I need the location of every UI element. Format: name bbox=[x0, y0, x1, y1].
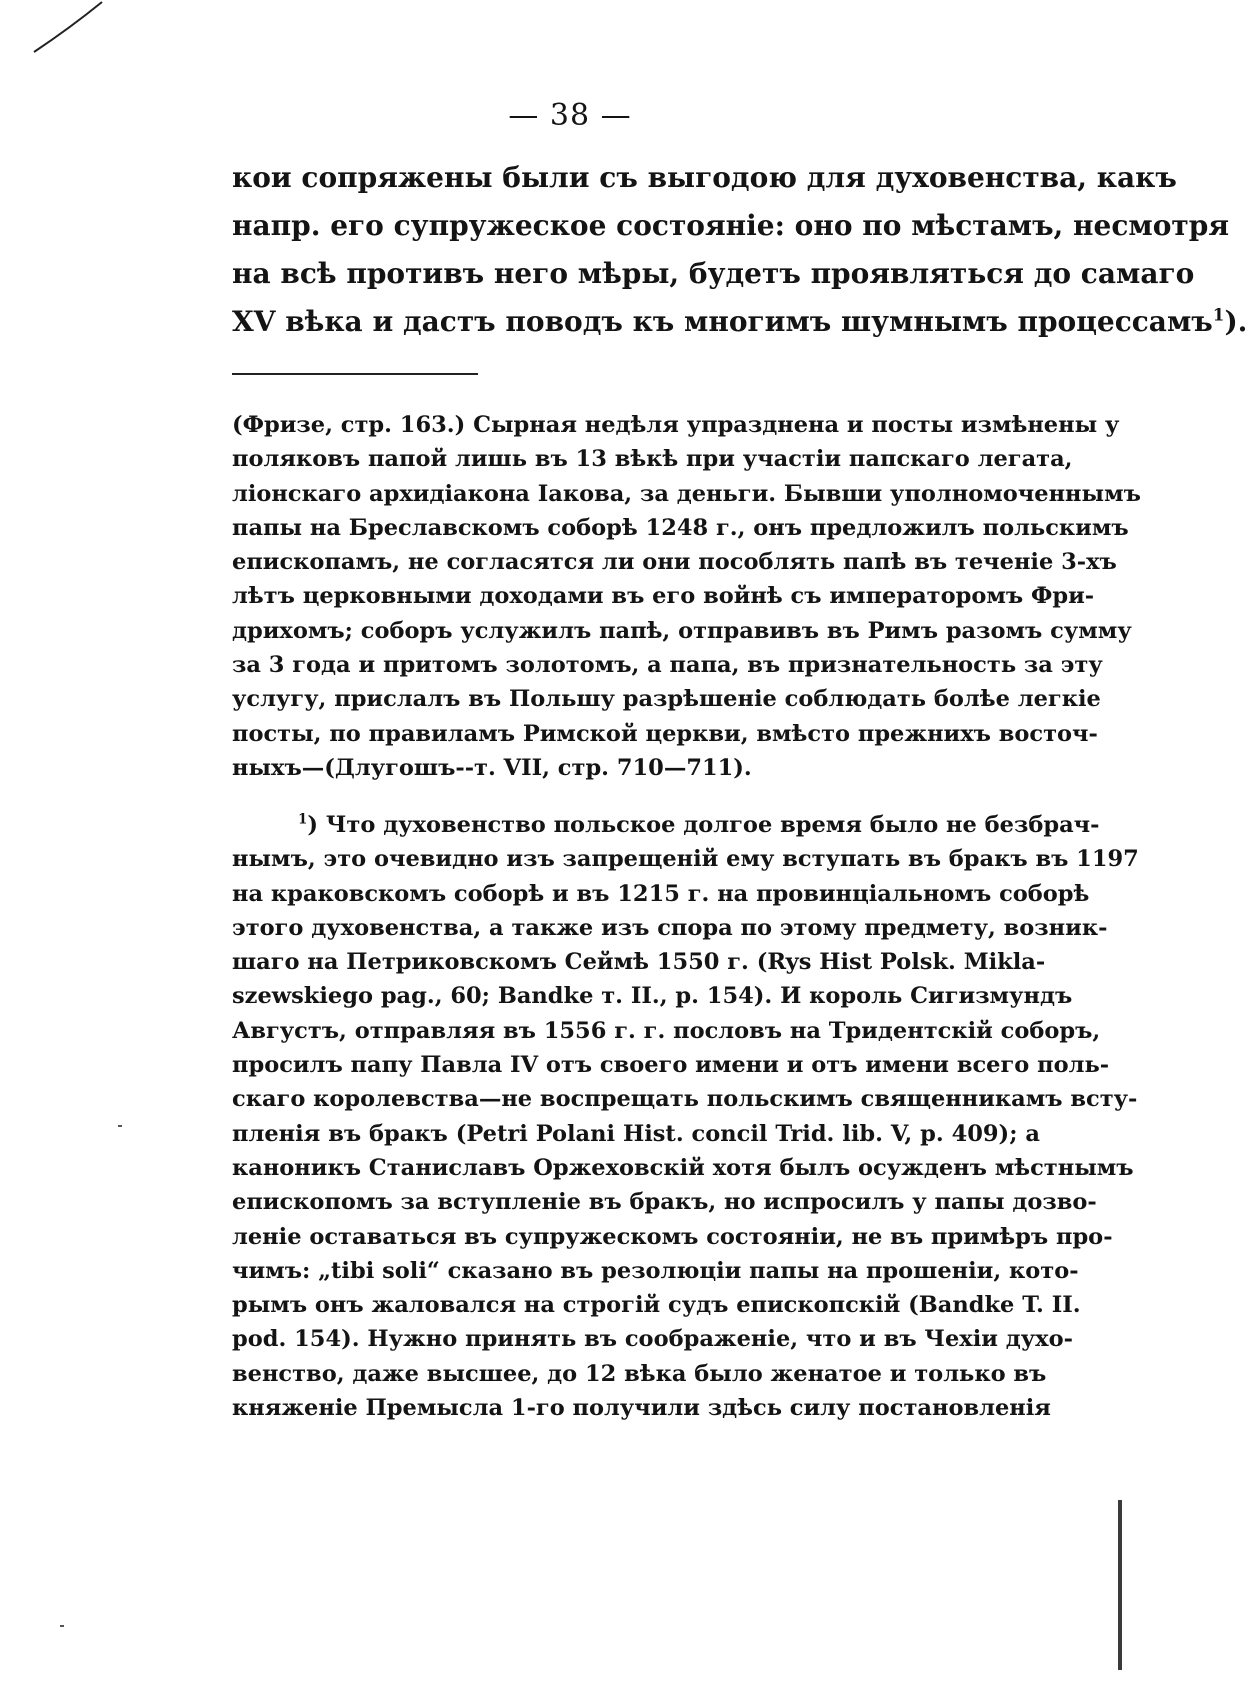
footnote-marker: 1 bbox=[298, 811, 308, 828]
footnote-line: поляковъ папой лишь въ 13 вѣкѣ при участiи папскаго легата, bbox=[232, 446, 1073, 473]
main-line-last bbox=[232, 298, 1247, 346]
footnote-text: ) Что духовенство польское долгое время было не безбрач- bbox=[307, 812, 1100, 838]
footnote-line: рымъ онъ жаловался на строгiй судъ епископскiй (Bandke T. II. bbox=[232, 1292, 1081, 1319]
footnote-line: ныхъ—(Длугошъ--т. VII, стр. 710—711). bbox=[232, 754, 752, 781]
footnote-line: ленiе оставаться въ супружескомъ состоянiи, не въ примѣръ про- bbox=[232, 1223, 1113, 1250]
continued-footnote bbox=[232, 408, 1141, 785]
footnote-line: нымъ, это очевидно изъ запрещенiй ему вступать въ бракъ въ 1197 bbox=[232, 846, 1139, 873]
scan-speck bbox=[118, 1125, 122, 1127]
footnote-line: чимъ: „tibi soli“ сказано въ резолюцiи папы на прошенiи, кото- bbox=[232, 1257, 1079, 1284]
footnote-line: (Фризе, стр. 163.) Сырная недѣля упразднена и посты измѣнены у bbox=[232, 412, 1120, 438]
footnote-line: шаго на Петриковскомъ Сеймѣ 1550 г. (Rys Hist Polsk. Mikla- bbox=[232, 949, 1046, 976]
footnote-line: скаго королевства—не воспрещать польскимъ священникамъ всту- bbox=[232, 1086, 1138, 1113]
footnote-line: дрихомъ; соборъ услужилъ папѣ, отправивъ въ Римъ разомъ сумму bbox=[232, 617, 1132, 644]
footnote-line: pod. 154). Нужно принять въ соображенiе, что и въ Чехiи духо- bbox=[232, 1326, 1073, 1353]
main-line-end: ). bbox=[1224, 305, 1247, 338]
footnote-line: за 3 года и притомъ золотомъ, а папа, въ признательность за эту bbox=[232, 652, 1103, 679]
footnote-separator bbox=[232, 373, 478, 375]
footnote-line bbox=[232, 808, 1100, 842]
footnote-line: лѣтъ церковными доходами въ его войнѣ съ императоромъ Фри- bbox=[232, 583, 1095, 610]
footnote-line: княженiе Премысла 1-го получили здѣсь силу постановленiя bbox=[232, 1395, 1051, 1422]
footnote-line: на краковскомъ соборѣ и въ 1215 г. на провинцiальномъ соборѣ bbox=[232, 880, 1090, 907]
footnote-line: просилъ папу Павла IV отъ своего имени и отъ имени всего поль- bbox=[232, 1052, 1110, 1079]
footnote-line: услугу, прислалъ въ Польшу разрѣшенiе соблюдать болѣе легкiе bbox=[232, 686, 1101, 713]
footnote-line: Августъ, отправляя въ 1556 г. г. пословъ на Тридентскiй соборъ, bbox=[232, 1017, 1101, 1044]
scan-speck bbox=[60, 1625, 64, 1627]
footnote-line: папы на Бреславскомъ соборѣ 1248 г., онъ предложилъ польскимъ bbox=[232, 514, 1129, 541]
footnote-1 bbox=[232, 808, 1139, 1425]
main-line-text: XV вѣка и дастъ поводъ къ многимъ шумнымъ процессамъ bbox=[232, 305, 1213, 338]
footnote-line: каноникъ Станиславъ Оржеховскiй хотя былъ осужденъ мѣстнымъ bbox=[232, 1154, 1134, 1181]
footnote-reference: 1 bbox=[1212, 304, 1225, 325]
footnote-line: епископамъ, не согласятся ли они пособлять папѣ въ теченiе 3-хъ bbox=[232, 549, 1117, 576]
footnote-line: венство, даже высшее, до 12 вѣка было женатое и только въ bbox=[232, 1360, 1047, 1387]
footnote-line: епископомъ за вступленiе въ бракъ, но испросилъ у папы дозво- bbox=[232, 1189, 1097, 1216]
footnote-line: пленiя въ бракъ (Petri Polani Hist. concil Trid. lib. V, p. 409); а bbox=[232, 1120, 1040, 1147]
page-number: — 38 — bbox=[508, 98, 632, 133]
main-line: напр. его супружеское состоянiе: оно по мѣстамъ, несмотря bbox=[232, 209, 1230, 242]
footnote-line: посты, по правиламъ Римской церкви, вмѣсто прежнихъ восточ- bbox=[232, 720, 1098, 747]
main-paragraph bbox=[232, 154, 1247, 346]
main-line: на всѣ противъ него мѣры, будетъ проявляться до самаго bbox=[232, 257, 1195, 290]
main-line: кои сопряжены были съ выгодою для духовенства, какъ bbox=[232, 161, 1177, 194]
footnote-line: szewskiego pag., 60; Bandke т. II., р. 154). И король Сигизмундъ bbox=[232, 983, 1073, 1010]
footnote-line: этого духовенства, а также изъ спора по этому предмету, возник- bbox=[232, 914, 1108, 941]
footnote-line: лiонскаго архидiакона Iакова, за деньги. Бывши уполномоченнымъ bbox=[232, 480, 1141, 507]
scan-edge-bar bbox=[1118, 1500, 1122, 1670]
pen-stroke-mark bbox=[30, 0, 110, 60]
